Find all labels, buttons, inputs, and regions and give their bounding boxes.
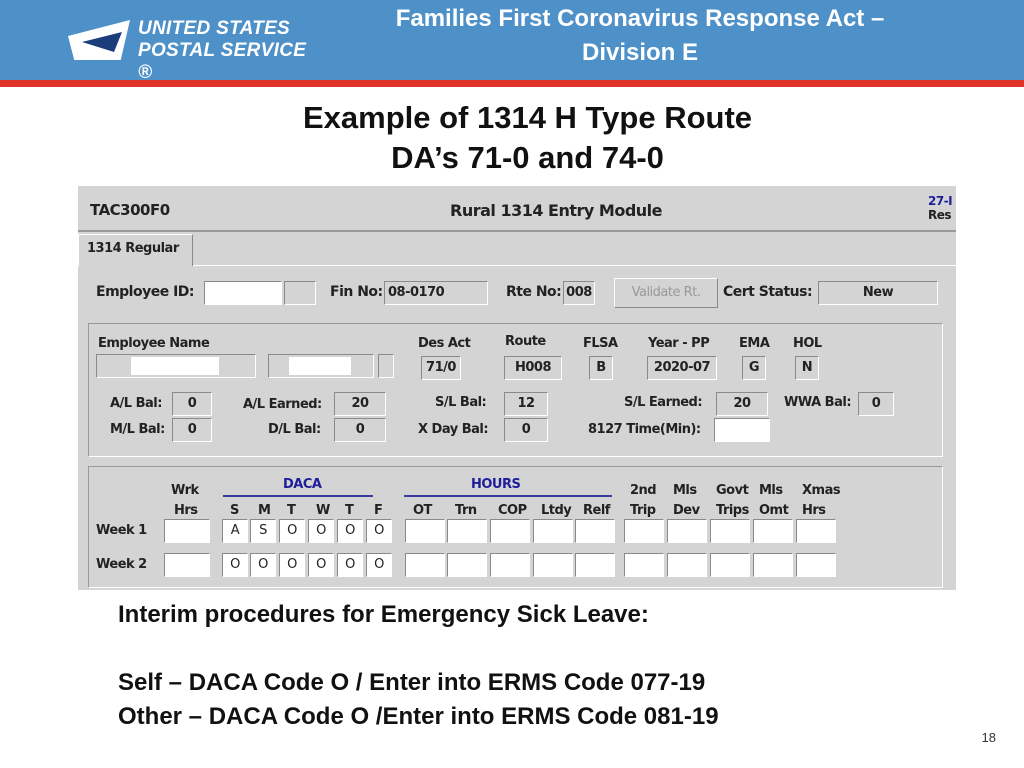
- daca-code-field[interactable]: O: [366, 519, 392, 543]
- daca-heading: DACA: [283, 477, 322, 492]
- daca-day-label: T: [345, 503, 354, 518]
- daca-code-field[interactable]: O: [279, 519, 305, 543]
- flsa-field: B: [589, 356, 613, 380]
- app-screenshot: [78, 186, 956, 590]
- header-title-line1: Families First Coronavirus Response Act –: [395, 5, 885, 32]
- tab-1314-regular[interactable]: 1314 Regular: [78, 234, 193, 266]
- corner-line1: 27-I: [928, 194, 953, 208]
- daca-code-field[interactable]: O: [279, 553, 305, 577]
- ema-label: EMA: [739, 336, 770, 351]
- wrk-hrs-field[interactable]: [164, 553, 210, 577]
- sl-bal-field: 12: [504, 392, 548, 416]
- hours-field[interactable]: [490, 519, 530, 543]
- ml-bal-label: M/L Bal:: [110, 422, 165, 437]
- hours-field[interactable]: [447, 519, 487, 543]
- extra-col-label: Omt: [759, 503, 789, 518]
- extra-col-label: Mls: [673, 483, 697, 498]
- hours-col-label: OT: [413, 503, 432, 518]
- hol-label: HOL: [793, 336, 822, 351]
- sl-earned-label: S/L Earned:: [624, 395, 703, 410]
- xday-bal-label: X Day Bal:: [418, 422, 489, 437]
- daca-code-field[interactable]: O: [308, 519, 334, 543]
- extra-field[interactable]: [624, 519, 664, 543]
- hours-field[interactable]: [490, 553, 530, 577]
- corner-info: [928, 194, 952, 222]
- al-earned-field: 20: [334, 392, 386, 416]
- daca-day-label: T: [287, 503, 296, 518]
- extra-col-label: Mls: [759, 483, 783, 498]
- daca-day-label: M: [258, 503, 271, 518]
- hours-field[interactable]: [533, 553, 573, 577]
- extra-col-label: Dev: [673, 503, 700, 518]
- fin-no-field[interactable]: 08-0170: [384, 281, 488, 305]
- wwa-bal-label: WWA Bal:: [784, 395, 852, 410]
- hours-col-label: COP: [498, 503, 527, 518]
- usps-logo: [68, 18, 318, 83]
- time-8127-label: 8127 Time(Min):: [588, 422, 701, 437]
- hours-col-label: Trn: [455, 503, 477, 518]
- employee-id-suffix-field[interactable]: [284, 281, 316, 305]
- cert-status-field: New: [818, 281, 938, 305]
- daca-code-field[interactable]: O: [250, 553, 276, 577]
- slide-title-line2: DA’s 71-0 and 74-0: [391, 140, 664, 175]
- time-8127-field[interactable]: [714, 418, 770, 442]
- al-bal-field: 0: [172, 392, 212, 416]
- daca-code-field[interactable]: O: [366, 553, 392, 577]
- extra-field[interactable]: [710, 553, 750, 577]
- daca-code-field[interactable]: S: [250, 519, 276, 543]
- extra-field[interactable]: [667, 553, 707, 577]
- daca-code-field[interactable]: O: [337, 519, 363, 543]
- hours-col-label: Relf: [583, 503, 610, 518]
- hours-col-label: Ltdy: [541, 503, 572, 518]
- daca-day-label: S: [230, 503, 239, 518]
- al-earned-label: A/L Earned:: [243, 397, 322, 412]
- notes-line-other: Other – DACA Code O /Enter into ERMS Code 081-19: [118, 703, 719, 730]
- wrk-hrs-field[interactable]: [164, 519, 210, 543]
- ema-field: G: [742, 356, 766, 380]
- extra-field[interactable]: [710, 519, 750, 543]
- route-field: H008: [504, 356, 562, 380]
- daca-code-field[interactable]: O: [222, 553, 248, 577]
- hours-field[interactable]: [405, 519, 445, 543]
- hours-field[interactable]: [575, 553, 615, 577]
- header-title: [340, 2, 940, 70]
- xday-bal-field: 0: [504, 418, 548, 442]
- rte-no-label: Rte No:: [506, 284, 562, 300]
- eagle-logo-icon: [68, 20, 130, 60]
- employee-first-name-field[interactable]: [268, 354, 374, 378]
- notes-heading: Interim procedures for Emergency Sick Leave:: [118, 601, 649, 628]
- hours-field[interactable]: [447, 553, 487, 577]
- corner-line2: Res: [928, 208, 952, 222]
- daca-code-field[interactable]: A: [222, 519, 248, 543]
- module-title: Rural 1314 Entry Module: [450, 201, 663, 220]
- hol-field: N: [795, 356, 819, 380]
- des-act-label: Des Act: [418, 336, 471, 351]
- wrk-hrs-label-1: Wrk: [171, 483, 199, 498]
- notes-line-self: Self – DACA Code O / Enter into ERMS Code 077-19: [118, 669, 706, 696]
- week-label: Week 1: [96, 523, 147, 538]
- al-bal-label: A/L Bal:: [110, 396, 162, 411]
- year-pp-label: Year - PP: [648, 336, 710, 351]
- dl-bal-label: D/L Bal:: [268, 422, 321, 437]
- logo-line2: POSTAL SERVICE ®: [138, 40, 307, 83]
- extra-field[interactable]: [753, 519, 793, 543]
- wwa-bal-field: 0: [858, 392, 894, 416]
- slide-title-line1: Example of 1314 H Type Route: [302, 100, 753, 135]
- fin-no-label: Fin No:: [330, 284, 383, 300]
- week-label: Week 2: [96, 557, 147, 572]
- hours-heading: HOURS: [471, 477, 521, 492]
- employee-initial-field[interactable]: [378, 354, 394, 378]
- extra-col-label: Xmas: [802, 483, 841, 498]
- logo-line1: UNITED STATES: [138, 18, 291, 39]
- notes: [118, 598, 719, 734]
- employee-name-label: Employee Name: [98, 336, 210, 351]
- daca-day-label: W: [316, 503, 330, 518]
- validate-rt-button[interactable]: Validate Rt.: [614, 278, 718, 308]
- route-label: Route: [505, 334, 546, 349]
- extra-col-label: 2nd: [630, 483, 657, 498]
- extra-field[interactable]: [667, 519, 707, 543]
- hours-field[interactable]: [575, 519, 615, 543]
- ml-bal-field: 0: [172, 418, 212, 442]
- extra-field[interactable]: [796, 553, 836, 577]
- slide-title: [200, 98, 855, 178]
- header-title-line2: Division E: [581, 39, 699, 66]
- year-pp-field: 2020-07: [647, 356, 717, 380]
- des-act-field: 71/0: [421, 356, 461, 380]
- daca-day-label: F: [374, 503, 383, 518]
- extra-col-label: Govt: [716, 483, 749, 498]
- hours-field[interactable]: [533, 519, 573, 543]
- extra-col-label: Trips: [716, 503, 749, 518]
- rte-no-field[interactable]: 008: [563, 281, 595, 305]
- employee-id-label: Employee ID:: [96, 284, 195, 300]
- form-id: TAC300F0: [90, 201, 170, 219]
- daca-code-field[interactable]: O: [337, 553, 363, 577]
- extra-field[interactable]: [753, 553, 793, 577]
- extra-col-label: Trip: [630, 503, 656, 518]
- sl-bal-label: S/L Bal:: [435, 395, 487, 410]
- extra-col-label: Hrs: [802, 503, 826, 518]
- employee-id-field[interactable]: [204, 281, 282, 305]
- wrk-hrs-label-2: Hrs: [174, 503, 198, 518]
- daca-code-field[interactable]: O: [308, 553, 334, 577]
- extra-field[interactable]: [796, 519, 836, 543]
- sl-earned-field: 20: [716, 392, 768, 416]
- employee-last-name-field[interactable]: [96, 354, 256, 378]
- extra-field[interactable]: [624, 553, 664, 577]
- dl-bal-field: 0: [334, 418, 386, 442]
- page-number: 18: [981, 730, 996, 745]
- hours-field[interactable]: [405, 553, 445, 577]
- flsa-label: FLSA: [583, 336, 618, 351]
- cert-status-label: Cert Status:: [723, 284, 813, 300]
